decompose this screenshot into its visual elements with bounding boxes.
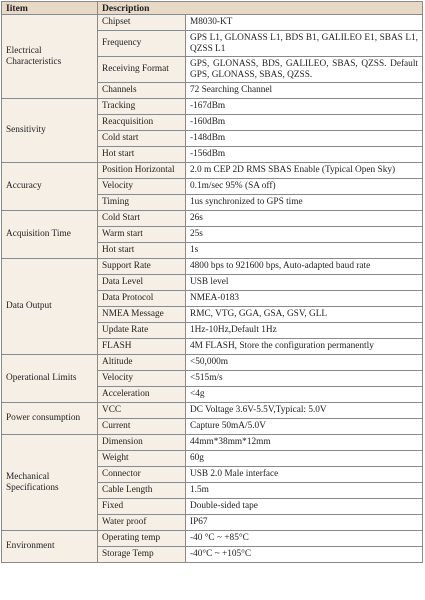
spec-value: USB 2.0 Male interface xyxy=(186,467,423,483)
spec-label: Position Horizontal xyxy=(98,163,186,179)
spec-label: FLASH xyxy=(98,339,186,355)
table-row xyxy=(2,163,423,179)
spec-label: Current xyxy=(98,419,186,435)
table-row xyxy=(2,211,423,227)
spec-label: Data Level xyxy=(98,275,186,291)
spec-value: GPS L1, GLONASS L1, BDS B1, GALILEO E1, SBAS L1, QZSS L1 xyxy=(186,31,423,57)
spec-value: 44mm*38mm*12mm xyxy=(186,435,423,451)
spec-table xyxy=(1,1,423,563)
spec-value: <515m/s xyxy=(186,371,423,387)
spec-value: -156dBm xyxy=(186,147,423,163)
spec-label: Warm start xyxy=(98,227,186,243)
table-header-row xyxy=(2,2,423,15)
spec-label: Water proof xyxy=(98,515,186,531)
spec-label: Storage Temp xyxy=(98,547,186,563)
spec-label: Connector xyxy=(98,467,186,483)
spec-value: -148dBm xyxy=(186,131,423,147)
spec-value: <50,000m xyxy=(186,355,423,371)
spec-value: 1Hz-10Hz,Default 1Hz xyxy=(186,323,423,339)
spec-label: Support Rate xyxy=(98,259,186,275)
spec-label: Operating temp xyxy=(98,531,186,547)
group-data-output: Data Output xyxy=(2,259,98,355)
group-operational-limits: Operational Limits xyxy=(2,355,98,403)
spec-value: Double-sided tape xyxy=(186,499,423,515)
spec-label: Acceleration xyxy=(98,387,186,403)
group-acquisition-time: Acquisition Time xyxy=(2,211,98,259)
spec-value: 4M FLASH, Store the configuration permanently xyxy=(186,339,423,355)
group-accuracy: Accuracy xyxy=(2,163,98,211)
spec-value: NMEA-0183 xyxy=(186,291,423,307)
spec-value: 26s xyxy=(186,211,423,227)
spec-value: USB level xyxy=(186,275,423,291)
spec-label: Velocity xyxy=(98,179,186,195)
group-sensitivity: Sensitivity xyxy=(2,99,98,163)
spec-value: Capture 50mA/5.0V xyxy=(186,419,423,435)
spec-label: Cable Length xyxy=(98,483,186,499)
spec-value: RMC, VTG, GGA, GSA, GSV, GLL xyxy=(186,307,423,323)
spec-value: -167dBm xyxy=(186,99,423,115)
spec-label: Channels xyxy=(98,83,186,99)
spec-label: Chipset xyxy=(98,15,186,31)
group-label: Mechanical Specifications xyxy=(6,471,59,493)
spec-value: 72 Searching Channel xyxy=(186,83,423,99)
spec-label: Hot start xyxy=(98,147,186,163)
group-environment: Environment xyxy=(2,531,98,563)
spec-value: <4g xyxy=(186,387,423,403)
spec-value: 60g xyxy=(186,451,423,467)
spec-label: Dimension xyxy=(98,435,186,451)
spec-label: Receiving Format xyxy=(98,57,186,83)
spec-label: Update Rate xyxy=(98,323,186,339)
spec-value: 2.0 m CEP 2D RMS SBAS Enable (Typical Open Sky) xyxy=(186,163,423,179)
spec-label: Frequency xyxy=(98,31,186,57)
spec-label: Hot start xyxy=(98,243,186,259)
spec-value: 1s xyxy=(186,243,423,259)
header-description: Description xyxy=(98,2,423,15)
table-row xyxy=(2,435,423,451)
spec-value: IP67 xyxy=(186,515,423,531)
spec-label: Timing xyxy=(98,195,186,211)
table-row xyxy=(2,403,423,419)
spec-label: Reacquisition xyxy=(98,115,186,131)
spec-label: Tracking xyxy=(98,99,186,115)
spec-value: 25s xyxy=(186,227,423,243)
spec-label: Data Protocol xyxy=(98,291,186,307)
spec-value: DC Voltage 3.6V-5.5V,Typical: 5.0V xyxy=(186,403,423,419)
spec-label: VCC xyxy=(98,403,186,419)
table-row xyxy=(2,259,423,275)
spec-label: Cold Start xyxy=(98,211,186,227)
table-row xyxy=(2,355,423,371)
group-electrical xyxy=(2,15,98,99)
spec-value: 4800 bps to 921600 bps, Auto-adapted baud rate xyxy=(186,259,423,275)
spec-label: NMEA Message xyxy=(98,307,186,323)
spec-value: -40°C ~ +105°C xyxy=(186,547,423,563)
spec-value: 0.1m/sec 95% (SA off) xyxy=(186,179,423,195)
spec-label: Altitude xyxy=(98,355,186,371)
spec-value: GPS, GLONASS, BDS, GALILEO, SBAS, QZSS. Default GPS, GLONASS, SBAS, QZSS. xyxy=(186,57,423,83)
group-power-consumption: Power consumption xyxy=(2,403,98,435)
spec-value: M8030-KT xyxy=(186,15,423,31)
spec-value: 1us synchronized to GPS time xyxy=(186,195,423,211)
spec-label: Fixed xyxy=(98,499,186,515)
spec-value: -160dBm xyxy=(186,115,423,131)
spec-label: Velocity xyxy=(98,371,186,387)
table-row xyxy=(2,15,423,31)
header-item: Iitem xyxy=(2,2,98,15)
spec-value: -40 °C ~ +85°C xyxy=(186,531,423,547)
table-row xyxy=(2,531,423,547)
table-row xyxy=(2,99,423,115)
spec-label: Weight xyxy=(98,451,186,467)
group-mechanical-specifications xyxy=(2,435,98,531)
spec-value: 1.5m xyxy=(186,483,423,499)
spec-label: Cold start xyxy=(98,131,186,147)
group-label: Electrical Characteristics xyxy=(6,45,62,67)
